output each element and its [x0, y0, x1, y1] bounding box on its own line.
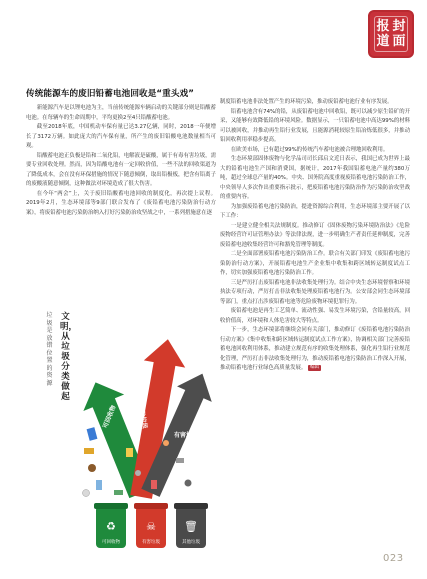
- other-waste-bin: [176, 508, 206, 548]
- bin-lid: [174, 503, 208, 509]
- paragraph: 三是严厉打击废铅蓄电池非法收集处理行为。结合中央生态环境督察和环境执法专项行动，严厉打击非法收集处理废铅蓄电池行为。公安部会同生态环境部等部门，重点打击涉废铅蓄电池等危险废物环境犯罪行为。: [220, 279, 410, 305]
- seal-char: 报: [376, 19, 390, 34]
- paragraph: 制度铅蓄电池非法处置产生的环境污染，推动废铅蓄电池行业有序发展。: [220, 99, 393, 105]
- seal-row-bottom: [376, 34, 407, 49]
- paragraph: 在欧美市场，已有超过99%的传统汽车蓄电池被合理地回收利用。: [230, 146, 389, 153]
- recyclable-bin: [96, 508, 126, 548]
- seal-char: 面: [392, 34, 406, 49]
- arrow-label-hazardous: 有害垃圾: [174, 432, 199, 439]
- paragraph: 截至2018年底，中国机动车保有量已达3.27亿辆，同时，2018一年便增长了3172万辆。如此庞大的汽车保有量，所产生的废旧铅酸电池数量相当可观。: [26, 124, 216, 149]
- paragraph: 废铅蓄电池是再生工艺简单、流动性强、易发生环境污染，含铅量较高，回收价值高，对环境和人体危害较大等特点。: [220, 308, 410, 324]
- recycle-icon: ♻: [106, 520, 116, 533]
- paragraph: 一是建立健全相关法规制度。推动修订《固体废物污染环境防治法》《危险废物经营许可证管理办法》等法律法规，进一步明确生产者责任延伸制度，完善废铅蓄电池收集经营许可和豁免管理等制度。: [220, 222, 410, 248]
- paragraph: 为加强废铅蓄电池污染防治，提进资源综合利用，生态环境部主要开展了以下工作：: [220, 203, 410, 219]
- column-seal-logo: [368, 10, 414, 58]
- paragraph: 生态环境部固体废物与化学品司司长邱启文近日表示，我国已成为世界上最大的铅蓄电池生产国和消费国，据统计，2017年我国铅蓄电池产量约380万吨，超过全球总产量的40%。中央、国务院高度重视废铅蓄电池污染防治工作，中央领导人多次作出重要指示批示，把废铅蓄电池污染防治作为污染防治攻坚战的重要内容。: [220, 156, 410, 200]
- bin-label: 其他垃圾: [182, 540, 200, 545]
- paragraph: 新能源汽车是以锂电池为主，当前传统能源车辆启动的关键部分则是铅酸蓄电池。在每辆车的生命周期中，平均更换2至4只铅酸蓄电池。: [26, 105, 216, 121]
- trash-icon: 🗑: [184, 520, 198, 533]
- slogan-subtitle: 垃圾是放错位置的资源: [46, 312, 53, 387]
- paragraph: 在今年“两会”上，关于废旧铅酸蓄电池回收的制度化，再次提上议程。2019年2月，生态环境部等9部门联合发布了《废铅蓄电池污染防治行动方案》，将废铅蓄电池污染防治纳入打好污染防治攻坚战之中，一系列措施意在逐: [26, 190, 216, 216]
- bin-lid: [94, 503, 128, 509]
- seal-char: 封: [392, 19, 406, 34]
- left-text-column: [26, 104, 216, 218]
- hazardous-bin: [136, 508, 166, 548]
- bin-label: 可回收物: [102, 540, 120, 545]
- page-number: 023: [383, 553, 404, 564]
- article-headline: 传统能源车的废旧铅蓄电池回收是“重头戏”: [26, 89, 194, 99]
- seal-char: 道: [376, 34, 390, 49]
- garbage-sorting-illustration: [26, 308, 212, 553]
- paragraph-last: [220, 326, 410, 374]
- end-mark: 编辑: [309, 364, 319, 370]
- paragraph-text: 下一步，生态环境部将继续会同有关部门，推动修订《废铅蓄电池污染防治行动方案》《集中收集和跨区域转运制度试点工作方案》，协调相关部门完善废铅蓄电池回收利用体系，推动建立规范有序的收集处理体系，强化再生铅行业规范化管理，严厉打击非法收集处理行为，推动废铅蓄电池污染防治工作深入开展，推动铅蓄电池行业绿色高质量发展。: [220, 327, 410, 371]
- arrow-label-other: 其他垃圾: [137, 404, 149, 430]
- paragraph: 铅蓄电池含有74%的铅，从废铅蓄电池中回收铅，既可以减少原生铅矿的开采，又能够有效降低铅的环境风险。数据显示，一只铅蓄电池中高达99%的材料可以被回收，并推动再生铅行业发展，且能源消耗较原生铅冶炼低很多，并推动铅回收利用率稳步提高。: [220, 108, 410, 143]
- arrow-label-recyclable: 可回收物: [101, 404, 118, 430]
- right-text-column: [220, 98, 410, 374]
- seal-row-top: [376, 19, 407, 34]
- bin-lid: [134, 503, 168, 509]
- bin-label: 有害垃圾: [142, 540, 160, 545]
- paragraph: 铅酸蓄电池正负极是铅和二氧化铅，电解液是硫酸，属于有毒有害垃圾，需要专业回收处理。然而，因为铅酸电池有一定回收价值，一些不法的回收渠道为了降低成本，会在没有环保措施的情况下随意倾倒，取出铅极板，把含有铅离子的废酸液随意倾倒，这种做法对环境造成了很大伤害。: [26, 152, 216, 187]
- paragraph: 二是全面部署废铅蓄电池污染防治工作。联合有关部门印发《废铅蓄电池污染防治行动方案》，开展铅蓄电池生产企业集中收集和跨区域转运制度试点工作，切实加强废铅蓄电池污染防治工作。: [220, 251, 410, 276]
- slogan-main: 文明，从垃圾分类做起: [60, 312, 78, 402]
- hazard-icon: ☠: [146, 520, 156, 533]
